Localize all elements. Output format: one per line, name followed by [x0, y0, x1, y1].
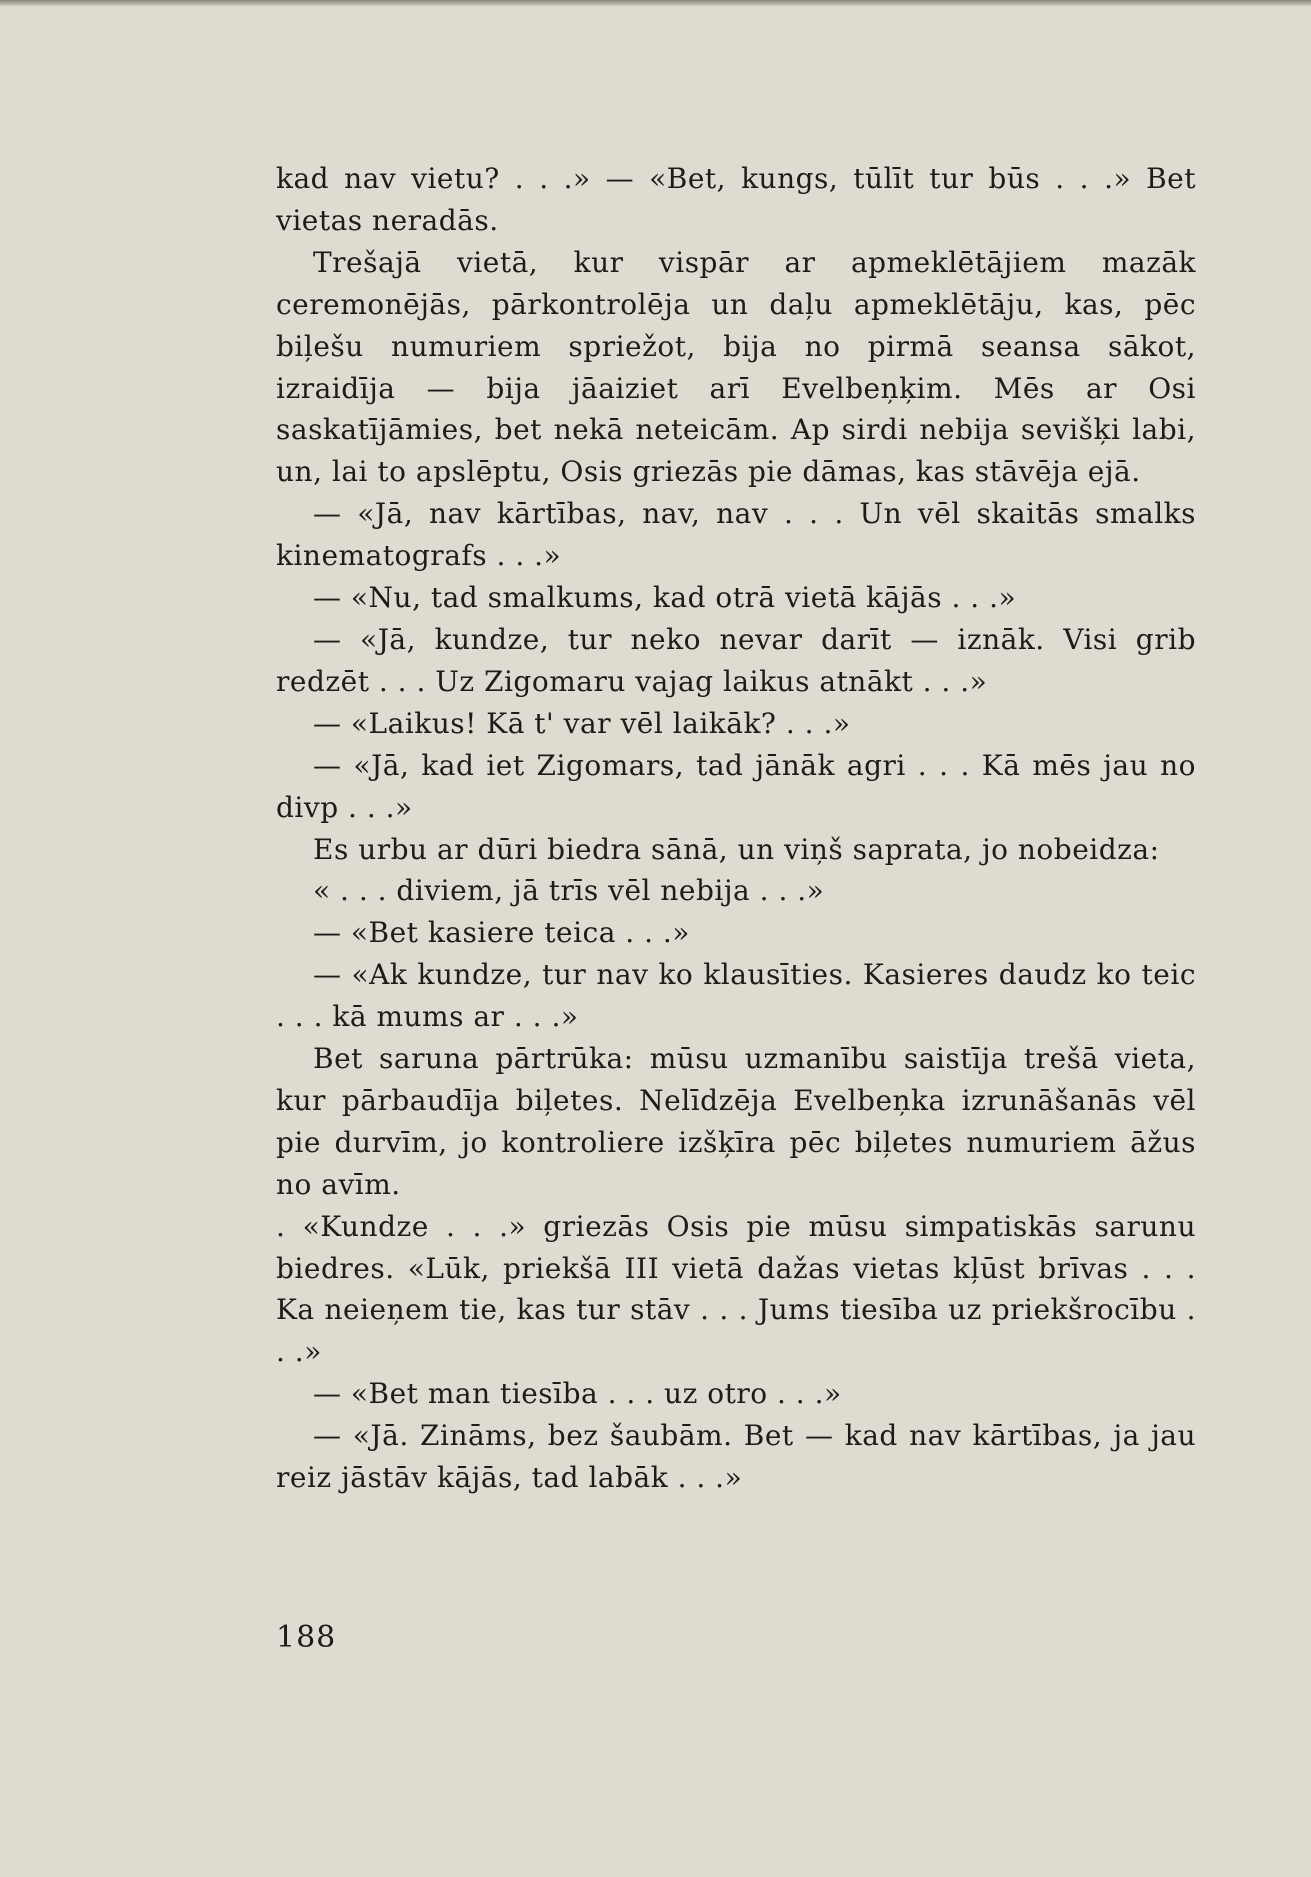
page-top-edge	[0, 0, 1311, 6]
paragraph-5: — «Jā, kundze, tur neko nevar darīt — iznāk. Visi grib redzēt . . . Uz Zigomaru vajag laikus atnākt . . .»	[276, 622, 1196, 698]
paragraph-7: — «Jā, kad iet Zigomars, tad jānāk agri . . . Kā mēs jau no divp . . .»	[276, 748, 1196, 824]
page-number: 188	[276, 1620, 337, 1655]
paragraph-12: Bet saruna pārtrūka: mūsu uzmanību saistīja trešā vieta, kur pārbaudīja biļetes. Nelīdzēja Evelbeņka izrunāšanās vēl pie durvīm, jo kontroliere izšķīra pēc biļetes numuriem āžus no avīm.	[276, 1042, 1196, 1201]
paragraph-13: . «Kundze . . .» griezās Osis pie mūsu simpatiskās sarunu biedres. «Lūk, priekšā III vietā dažas vietas kļūst brīvas . . . Ka neieņem tie, kas tur stāv . . . Jums tiesība uz priekšrocību . . .»	[276, 1209, 1196, 1369]
paragraph-9: « . . . diviem, jā trīs vēl nebija . . .»	[313, 874, 825, 908]
paragraph-8: Es urbu ar dūri biedra sānā, un viņš saprata, jo nobeidza:	[313, 832, 1160, 866]
page-body	[276, 158, 1196, 1499]
paragraph-4: — «Nu, tad smalkums, kad otrā vietā kājās . . .»	[313, 581, 1017, 615]
paragraph-3: — «Jā, nav kārtības, nav, nav . . . Un vēl skaitās smalks kinematografs . . .»	[276, 497, 1196, 573]
paragraph-2: Trešajā vietā, kur vispār ar apmeklētājiem mazāk ceremonējās, pārkontrolēja un daļu apmeklētāju, kas, pēc biļešu numuriem spriežot, bija no pirmā seansa sākot, izraidīja — bija jāaiziet arī Evelbeņķim. Mēs ar Osi saskatījāmies, bet nekā neteicām. Ap sirdi nebija sevišķi labi, un, lai to apslēptu, Osis griezās pie dāmas, kas stāvēja ejā.	[276, 245, 1196, 489]
paragraph-6: — «Laikus! Kā t' var vēl laikāk? . . .»	[313, 706, 851, 740]
paragraph-11: — «Ak kundze, tur nav ko klausīties. Kasieres daudz ko teic . . . kā mums ar . . .»	[276, 958, 1196, 1034]
paragraph-1: kad nav vietu? . . .» — «Bet, kungs, tūlīt tur būs . . .» Bet vietas neradās.	[276, 162, 1196, 237]
paragraph-10: — «Bet kasiere teica . . .»	[313, 916, 690, 950]
paragraph-14: — «Bet man tiesība . . . uz otro . . .»	[313, 1377, 842, 1411]
paragraph-15: — «Jā. Zināms, bez šaubām. Bet — kad nav kārtības, ja jau reiz jāstāv kājās, tad labāk . . .»	[276, 1419, 1196, 1495]
